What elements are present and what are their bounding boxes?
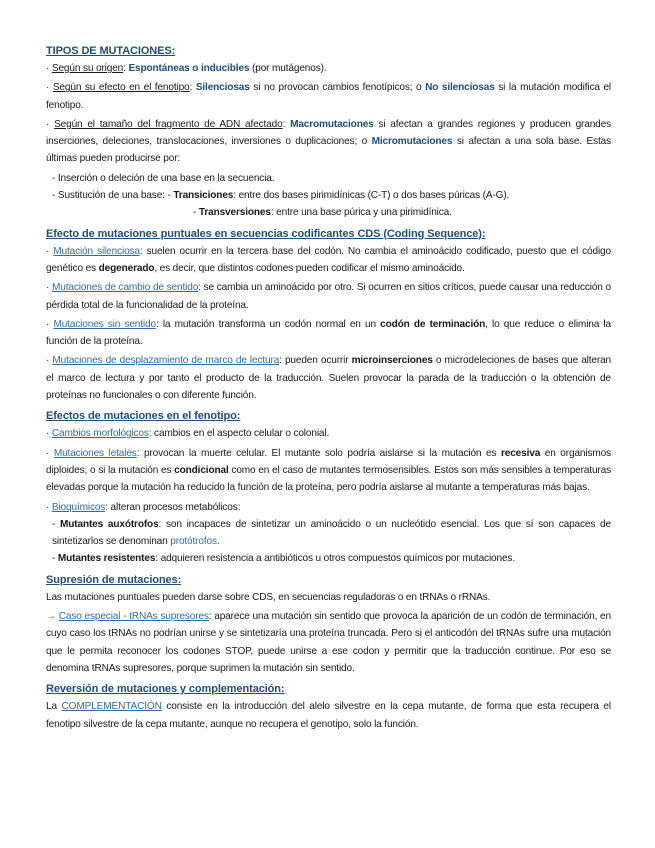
item-resistentes: - Mutantes resistentes: adquieren resistencia a antibióticos u otros compuestos químicos por mutaciones. [52, 553, 515, 565]
para-origen: · Según su origen: Espontáneas o inducibles (por mutágenos). [46, 63, 327, 74]
para-trnas-supresores: → Caso especial - tRNAs supresores: aparece una mutación sin sentido que provoca la aparición de un codón de terminación, en cuyo caso los tRNAs no podrían unirse y se sintetizaría una proteína truncada. Pero si el anticodón del tRNAs sufre una mutación que le permita reconocer los codones STOP, puede unirse a ese codon y permitir que la traducción continue. Por eso se denomina tRNAs supresores, porque suprimen la mutación sin sentido. [46, 611, 611, 674]
link-sin-sentido[interactable]: Mutaciones sin sentido [53, 318, 156, 330]
link-cambios-morfologicos[interactable]: Cambios morfológicos [51, 428, 149, 440]
link-mutaciones-letales[interactable]: Mutaciones letales [53, 447, 137, 459]
heading-efectos-fenotipo: Efectos de mutaciones en el fenotipo: [46, 410, 241, 423]
heading-efecto-cds: Efecto de mutaciones puntuales en secuencias codificantes CDS (Coding Sequence): [46, 227, 486, 240]
para-desplazamiento: · Mutaciones de desplazamiento de marco de lectura: pueden ocurrir microinserciones o microdeleciones de bases que alteran el marco de lectura y por tanto el producto de la traducción. Suelen provocar la parada de la traducción o la obtención de proteínas no funcionales o con diferente función. [46, 355, 612, 402]
heading-reversion: Reversión de mutaciones y complementación: [46, 683, 285, 696]
item-transversiones: - Transversiones: entre una base púrica y una pirimidínica. [193, 207, 452, 219]
para-morfologicos: · Cambios morfológicos: cambios en el aspecto celular o colonial. [46, 428, 330, 440]
link-desplazamiento-marco[interactable]: Mutaciones de desplazamiento de marco de lectura [52, 355, 280, 367]
para-bioquimicos: · Bioquímicos: alteran procesos metabólicos: [46, 501, 241, 513]
link-mutacion-silenciosa[interactable]: Mutación silenciosa [53, 245, 140, 257]
para-efecto-fenotipo: · Según su efecto en el fenotipo: Silenciosas si no provocan cambios fenotípicos; o No silenciosas si la mutación modifica el fenotipo. [46, 82, 612, 111]
item-auxotrofos: - Mutantes auxótrofos: son incapaces de sintetizar un aminoácido o un nucleótido esencial. Los que sí son capaces de sintetizarlos se denominan protótrofos. [52, 518, 611, 548]
para-silenciosa: · Mutación silenciosa: suelen ocurrir en la tercera base del codón. No cambia el aminoácido codificado, puesto que el código genético es degenerado, es decir, que distintos codones pueden codificar el mismo aminoácido. [46, 245, 611, 274]
para-cambio-sentido: · Mutaciones de cambio de sentido: se cambia un aminoácido por otro. Si ocurren en sitios críticos, puede causar una reducción o pérdida total de la funcionalidad de la proteína. [46, 282, 611, 311]
link-complementacion[interactable]: COMPLEMENTACIÓN [61, 701, 162, 713]
item-insercion: - Inserción o deleción de una base en la secuencia. [52, 172, 275, 184]
heading-supresion: Supresión de mutaciones: [46, 573, 182, 586]
heading-tipos-mutaciones: TIPOS DE MUTACIONES: [46, 45, 176, 57]
para-complementacion: La COMPLEMENTACIÓN consiste en la introducción del alelo silvestre en la cepa mutante, de forma que esta recupera el fenotipo silvestre de la cepa mutante, aunque no recupera el genotipo, solo la función. [46, 701, 611, 730]
document-page [46, 44, 611, 735]
para-letales: · Mutaciones letales: provocan la muerte celular. El mutante solo podría aislarse si la mutación es recesiva en organismos diploides; o si la mutación es condicional como en el caso de mutantes termosensibles. Estos son más sensibles a temperaturas elevadas porque la mutación ha reducido la función de la proteína, pero podría aislarse al mutante a temperaturas más bajas. [46, 447, 611, 494]
link-cambio-sentido[interactable]: Mutaciones de cambio de sentido [51, 282, 199, 294]
para-tamano-fragmento: · Según el tamaño del fragmento de ADN afectado: Macromutaciones si afectan a grandes regiones y producen grandes inserciones, deleciones, translocaciones, inversiones o duplicaciones; o Micromutaciones si afectan a una sola base. Estas últimas pueden producirse por: [46, 118, 612, 165]
link-trnas-supresores[interactable]: Caso especial - tRNAs supresores [58, 611, 209, 623]
para-sin-sentido: · Mutaciones sin sentido: la mutación transforma un codón normal en un codón de terminación, lo que reduce o elimina la función de la proteína. [46, 318, 611, 348]
para-puntuales: Las mutaciones puntuales pueden darse sobre CDS, en secuencias reguladoras o en tRNAs o rRNAs. [46, 591, 491, 603]
link-bioquimicos[interactable]: Bioquímicos [51, 501, 106, 513]
item-sustitucion: - Sustitución de una base: - Transiciones: entre dos bases pirimidínicas (C-T) o dos bases púricas (A-G). [52, 190, 510, 202]
arrow-icon: → [46, 611, 59, 623]
